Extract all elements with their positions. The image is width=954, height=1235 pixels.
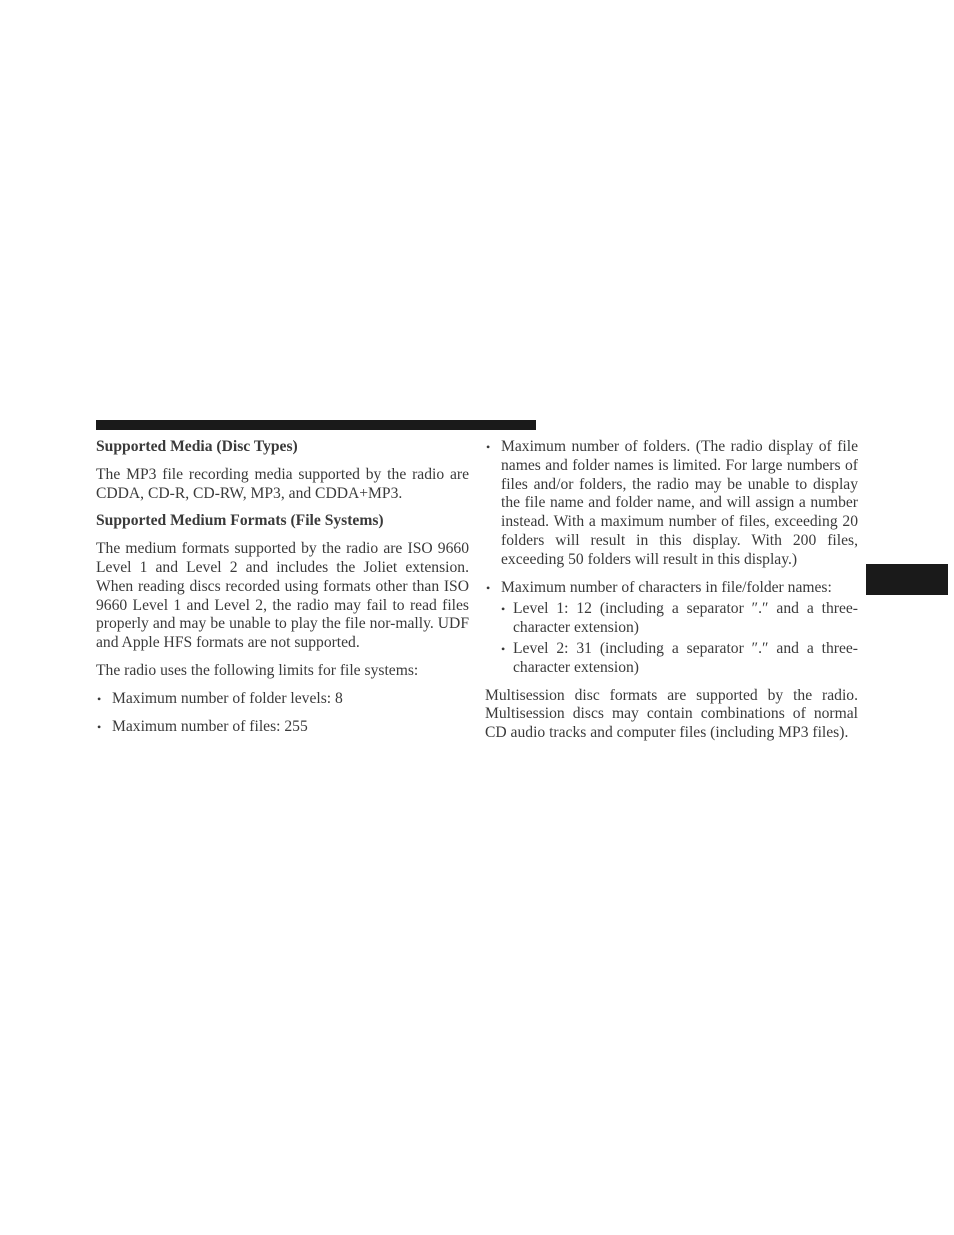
list-item: • Maximum number of folders. (The radio display of file names and folder names is limited. For large numbers of files and/or folders, the radio may be unable to display the file name and folder name, and will assign a number instead. With a maximum number of files, exceeding 20 folders will result in this display. With 200 files, exceeding 50 folders will result in this display.) — [486, 438, 858, 568]
paragraph-limits-intro: The radio uses the following limits for file systems: — [96, 661, 419, 679]
bullet-icon: • — [486, 580, 491, 595]
right-column — [485, 438, 858, 752]
bullet-icon: • — [97, 691, 102, 706]
sub-list — [501, 600, 858, 677]
bullet-icon: • — [501, 641, 506, 656]
sub-list-item: • Level 1: 12 (including a separator ″.″ and a three-character extension) — [501, 600, 858, 637]
section-top-rule — [96, 420, 536, 430]
heading-supported-formats: Supported Medium Formats (File Systems) — [96, 512, 384, 530]
paragraph-supported-media: The MP3 file recording media supported by the radio are CDDA, CD-R, CD-RW, MP3, and CDDA+MP3. — [96, 465, 469, 502]
list-item: • Maximum number of files: 255 — [97, 717, 308, 735]
limits-list-right — [485, 438, 858, 678]
limits-list-left — [96, 690, 469, 737]
bullet-icon: • — [486, 440, 491, 454]
paragraph-supported-formats: The medium formats supported by the radio are ISO 9660 Level 1 and Level 2 and includes the Joliet extension. When reading discs recorded using formats other than ISO 9660 Level 1 and Level 2, the radio may fail to read files properly and may be unable to play the file nor-mally. UDF and Apple HFS formats are not supported. — [96, 540, 469, 652]
sub-list-item: • Level 2: 31 (including a separator ″.″ and a three-character extension) — [501, 639, 858, 676]
list-item: • Maximum number of folder levels: 8 — [97, 689, 343, 707]
paragraph-multisession: Multisession disc formats are supported by the radio. Multisession discs may contain combinations of normal CD audio tracks and computer files (including MP3 files). — [485, 686, 858, 742]
chapter-side-tab — [866, 564, 948, 595]
list-item: • Maximum number of characters in file/folder names: • Level 1: 12 (including a separator ″.″ and a three-character extension) • Level 2: 31 (including a separator ″.″ and a three-character extension) — [486, 578, 858, 676]
heading-supported-media: Supported Media (Disc Types) — [96, 438, 298, 455]
bullet-icon: • — [501, 602, 506, 617]
left-column — [96, 438, 469, 745]
bullet-icon: • — [97, 719, 102, 734]
